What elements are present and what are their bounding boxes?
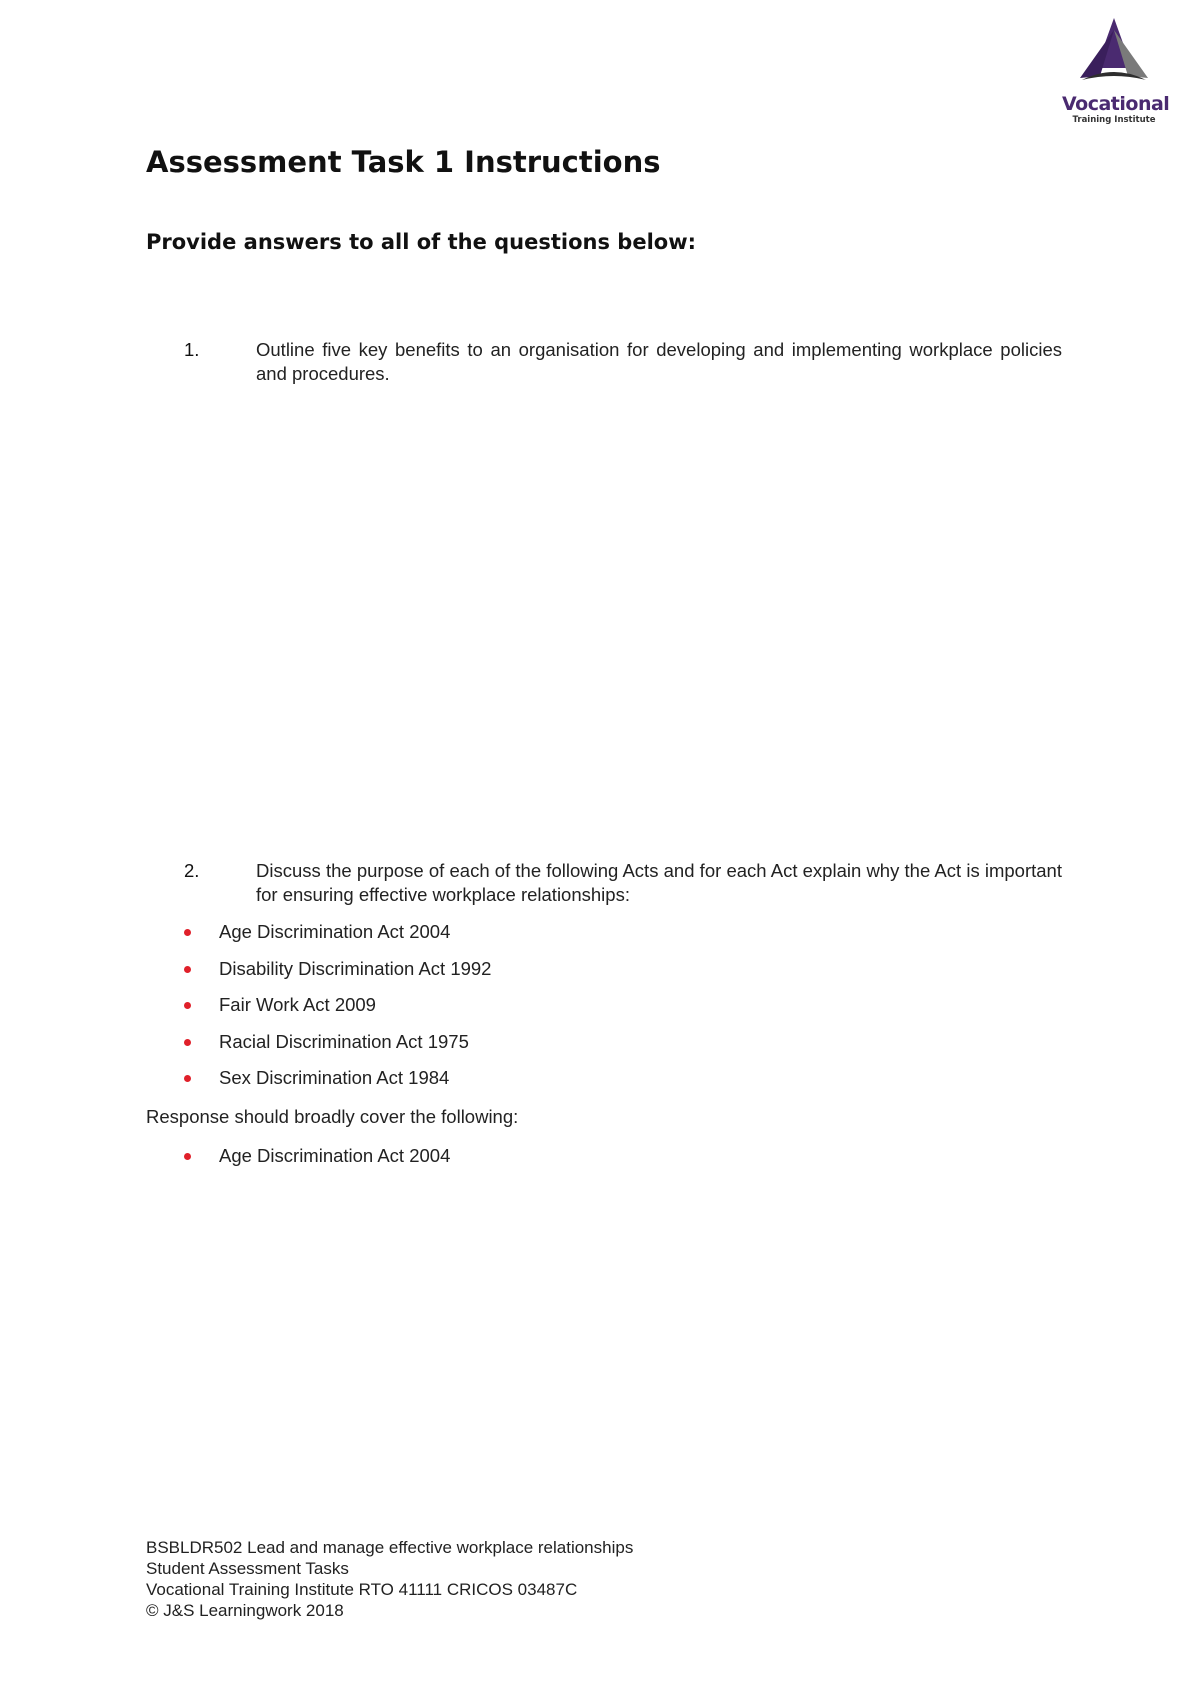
logo-triangle-icon [1074, 16, 1154, 96]
acts-list [146, 920, 491, 1103]
footer-rto: Vocational Training Institute RTO 41111 CRICOS 03487C [146, 1580, 578, 1599]
institute-logo [1062, 16, 1172, 126]
list-item [146, 1030, 491, 1067]
page-footer [146, 1537, 633, 1621]
question-2 [146, 859, 1062, 907]
bullet-icon [184, 1153, 191, 1160]
footer-unit: BSBLDR502 Lead and manage effective workplace relationships [146, 1538, 634, 1557]
list-item [146, 1066, 491, 1103]
footer-copyright: © J&S Learningwork 2018 [146, 1601, 344, 1620]
response-note: Response should broadly cover the following: [146, 1106, 519, 1127]
bullet-icon [184, 1039, 191, 1046]
act-label: Age Discrimination Act 2004 [219, 921, 451, 942]
question-text: Outline five key benefits to an organisation for developing and implementing workplace policies and procedures. [256, 339, 1062, 384]
footer-doc-type: Student Assessment Tasks [146, 1559, 349, 1578]
list-item [146, 993, 491, 1030]
instructions-subtitle: Provide answers to all of the questions below: [146, 230, 696, 254]
act-label: Disability Discrimination Act 1992 [219, 957, 492, 979]
bullet-icon [184, 1075, 191, 1082]
list-item [146, 920, 491, 957]
question-number: 2. [184, 860, 200, 881]
logo-wordmark: Vocational [1062, 93, 1170, 115]
bullet-icon [184, 929, 191, 936]
bullet-icon [184, 966, 191, 973]
response-list [146, 1144, 450, 1181]
list-item [146, 1144, 450, 1181]
question-text: Discuss the purpose of each of the following Acts and for each Act explain why the Act is important for ensuring effective workplace relationships: [256, 860, 1062, 905]
act-label: Racial Discrimination Act 1975 [219, 1030, 469, 1052]
bullet-icon [184, 1002, 191, 1009]
question-number: 1. [184, 339, 200, 360]
act-label: Fair Work Act 2009 [219, 994, 376, 1015]
question-1 [146, 338, 1062, 386]
page-title: Assessment Task 1 Instructions [146, 145, 661, 179]
list-item [146, 957, 491, 994]
logo-subtitle: Training Institute [1072, 115, 1156, 125]
response-item-label: Age Discrimination Act 2004 [219, 1145, 451, 1166]
act-label: Sex Discrimination Act 1984 [219, 1067, 450, 1088]
